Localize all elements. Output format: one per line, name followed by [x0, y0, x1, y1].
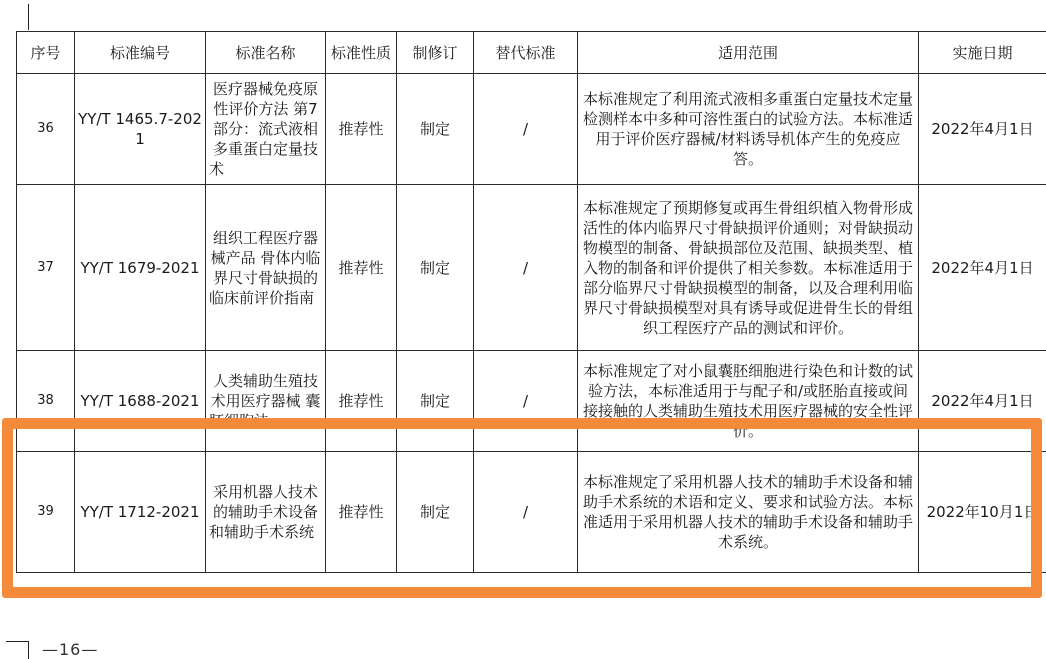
- page-corner-mark-top: [28, 4, 29, 30]
- row-scope: 本标准规定了利用流式液相多重蛋白定量技术定量检测样本中多种可溶性蛋白的试验方法。本标准适用于评价医疗器械/材料诱导机体产生的免疫应答。: [578, 74, 919, 185]
- row-scope: 本标准规定了对小鼠囊胚细胞进行染色和计数的试验方法，本标准适用于与配子和/或胚胎直接或间接接触的人类辅助生殖技术用医疗器械的安全性评价。: [578, 351, 919, 452]
- row-nature: 推荐性: [326, 351, 397, 452]
- header-date: 实施日期: [919, 32, 1046, 74]
- row-code: YY/T 1712-2021: [75, 452, 206, 573]
- row-revision: 制定: [397, 452, 474, 573]
- table-header-row: [17, 32, 1046, 74]
- standards-table: [16, 31, 1046, 573]
- row-date: 2022年4月1日: [919, 185, 1046, 351]
- row-replaces: /: [474, 452, 578, 573]
- row-seq: 39: [17, 452, 75, 573]
- row-nature: 推荐性: [326, 74, 397, 185]
- row-code: YY/T 1688-2021: [75, 351, 206, 452]
- row-seq: 38: [17, 351, 75, 452]
- row-replaces: /: [474, 351, 578, 452]
- header-replaces: 替代标准: [474, 32, 578, 74]
- header-nature: 标准性质: [326, 32, 397, 74]
- row-nature: 推荐性: [326, 452, 397, 573]
- row-name: 采用机器人技术的辅助手术设备和辅助手术系统: [206, 452, 326, 573]
- row-name: 医疗器械免疫原性评价方法 第7部分：流式液相多重蛋白定量技术: [206, 74, 326, 185]
- row-nature: 推荐性: [326, 185, 397, 351]
- header-seq: 序号: [17, 32, 75, 74]
- row-name: 人类辅助生殖技术用医疗器械 囊胚细胞法: [206, 351, 326, 452]
- row-date: 2022年4月1日: [919, 351, 1046, 452]
- row-seq: 37: [17, 185, 75, 351]
- row-scope: 本标准规定了预期修复或再生骨组织植入物骨形成活性的体内临界尺寸骨缺损评价通则；对骨缺损动物模型的制备、骨缺损部位及范围、缺损类型、植入物的制备和评价提供了相关参数。本标准适用于部分临界尺寸骨缺损模型的制备，以及合理利用临界尺寸骨缺损模型对具有诱导或促进骨生长的骨组织工程医疗产品的测试和评价。: [578, 185, 919, 351]
- row-revision: 制定: [397, 185, 474, 351]
- row-date: 2022年10月1日: [919, 452, 1046, 573]
- table-row: [17, 452, 1046, 573]
- row-revision: 制定: [397, 351, 474, 452]
- row-code: YY/T 1679-2021: [75, 185, 206, 351]
- page-number: —16—: [42, 640, 98, 659]
- header-revision: 制修订: [397, 32, 474, 74]
- row-scope: 本标准规定了采用机器人技术的辅助手术设备和辅助手术系统的术语和定义、要求和试验方法。本标准适用于采用机器人技术的辅助手术设备和辅助手术系统。: [578, 452, 919, 573]
- header-scope: 适用范围: [578, 32, 919, 74]
- row-replaces: /: [474, 74, 578, 185]
- row-code: YY/T 1465.7-2021: [75, 74, 206, 185]
- row-name: 组织工程医疗器械产品 骨体内临界尺寸骨缺损的临床前评价指南: [206, 185, 326, 351]
- table-row: [17, 351, 1046, 452]
- table-row: [17, 74, 1046, 185]
- row-replaces: /: [474, 185, 578, 351]
- header-name: 标准名称: [206, 32, 326, 74]
- page-corner-mark-bottom: [6, 641, 29, 659]
- row-seq: 36: [17, 74, 75, 185]
- row-revision: 制定: [397, 74, 474, 185]
- row-date: 2022年4月1日: [919, 74, 1046, 185]
- header-code: 标准编号: [75, 32, 206, 74]
- table-row: [17, 185, 1046, 351]
